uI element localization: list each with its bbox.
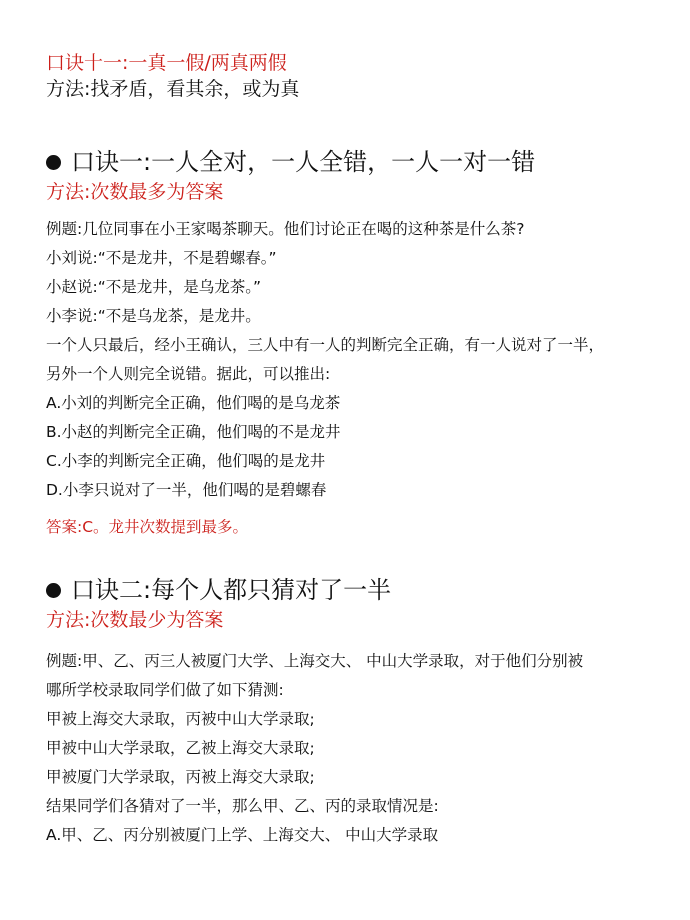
s2-line: 甲被厦门大学录取，丙被上海交大录取; — [46, 768, 315, 786]
s2-line: 哪所学校录取同学们做了如下猜测: — [46, 681, 284, 699]
s2-line: 甲被中山大学录取，乙被上海交大录取; — [46, 739, 315, 757]
section-2-heading-row — [46, 574, 660, 606]
s2-line: 结果同学们各猜对了一半，那么甲、乙、丙的录取情况是: — [46, 797, 439, 815]
section-2-heading: 口诀二:每个人都只猜对了一半 — [71, 576, 392, 604]
section-1 — [46, 146, 660, 206]
s1-line: 一个人只最后，经小王确认，三人中有一人的判断完全正确，有一人说对了一半， — [46, 336, 605, 354]
bullet-icon — [46, 583, 61, 598]
s2-line: 甲被上海交大录取，丙被中山大学录取; — [46, 710, 315, 728]
section-1-heading: 口诀一:一人全对，一人全错，一人一对一错 — [71, 148, 536, 176]
s2-option-a: A.甲、乙、丙分别被厦门上学、上海交大、 中山大学录取 — [46, 826, 439, 844]
section-1-method: 方法:次数最多为答案 — [46, 181, 224, 203]
top-section — [46, 50, 660, 102]
s1-option-c: C.小李的判断完全正确，他们喝的是龙井 — [46, 452, 326, 470]
section-2-body — [46, 647, 660, 850]
top-title: 口诀十一:一真一假/两真两假 — [46, 52, 287, 74]
s1-line: 另外一个人则完全说错。据此，可以推出: — [46, 365, 331, 383]
s1-line: 小李说:“不是乌龙茶，是龙井。 — [46, 307, 261, 325]
s1-option-b: B.小赵的判断完全正确，他们喝的不是龙井 — [46, 423, 341, 441]
s1-line: 小刘说:“不是龙井，不是碧螺春。” — [46, 249, 277, 267]
section-1-heading-row — [46, 146, 660, 178]
s1-option-d: D.小李只说对了一半，他们喝的是碧螺春 — [46, 481, 327, 499]
s1-line: 例题:几位同事在小王家喝茶聊天。他们讨论正在喝的这种茶是什么茶? — [46, 220, 525, 238]
s2-line: 例题:甲、乙、丙三人被厦门大学、上海交大、 中山大学录取，对于他们分别被 — [46, 652, 584, 670]
section-2-method: 方法:次数最少为答案 — [46, 609, 224, 631]
bullet-icon — [46, 155, 61, 170]
s1-line: 小赵说:“不是龙井，是乌龙茶。” — [46, 278, 262, 296]
top-method: 方法:找矛盾，看其余，或为真 — [46, 78, 300, 100]
s1-answer: 答案:C。龙井次数提到最多。 — [46, 518, 249, 536]
section-2 — [46, 574, 660, 634]
section-1-body — [46, 215, 660, 541]
s1-option-a: A.小刘的判断完全正确，他们喝的是乌龙茶 — [46, 394, 341, 412]
